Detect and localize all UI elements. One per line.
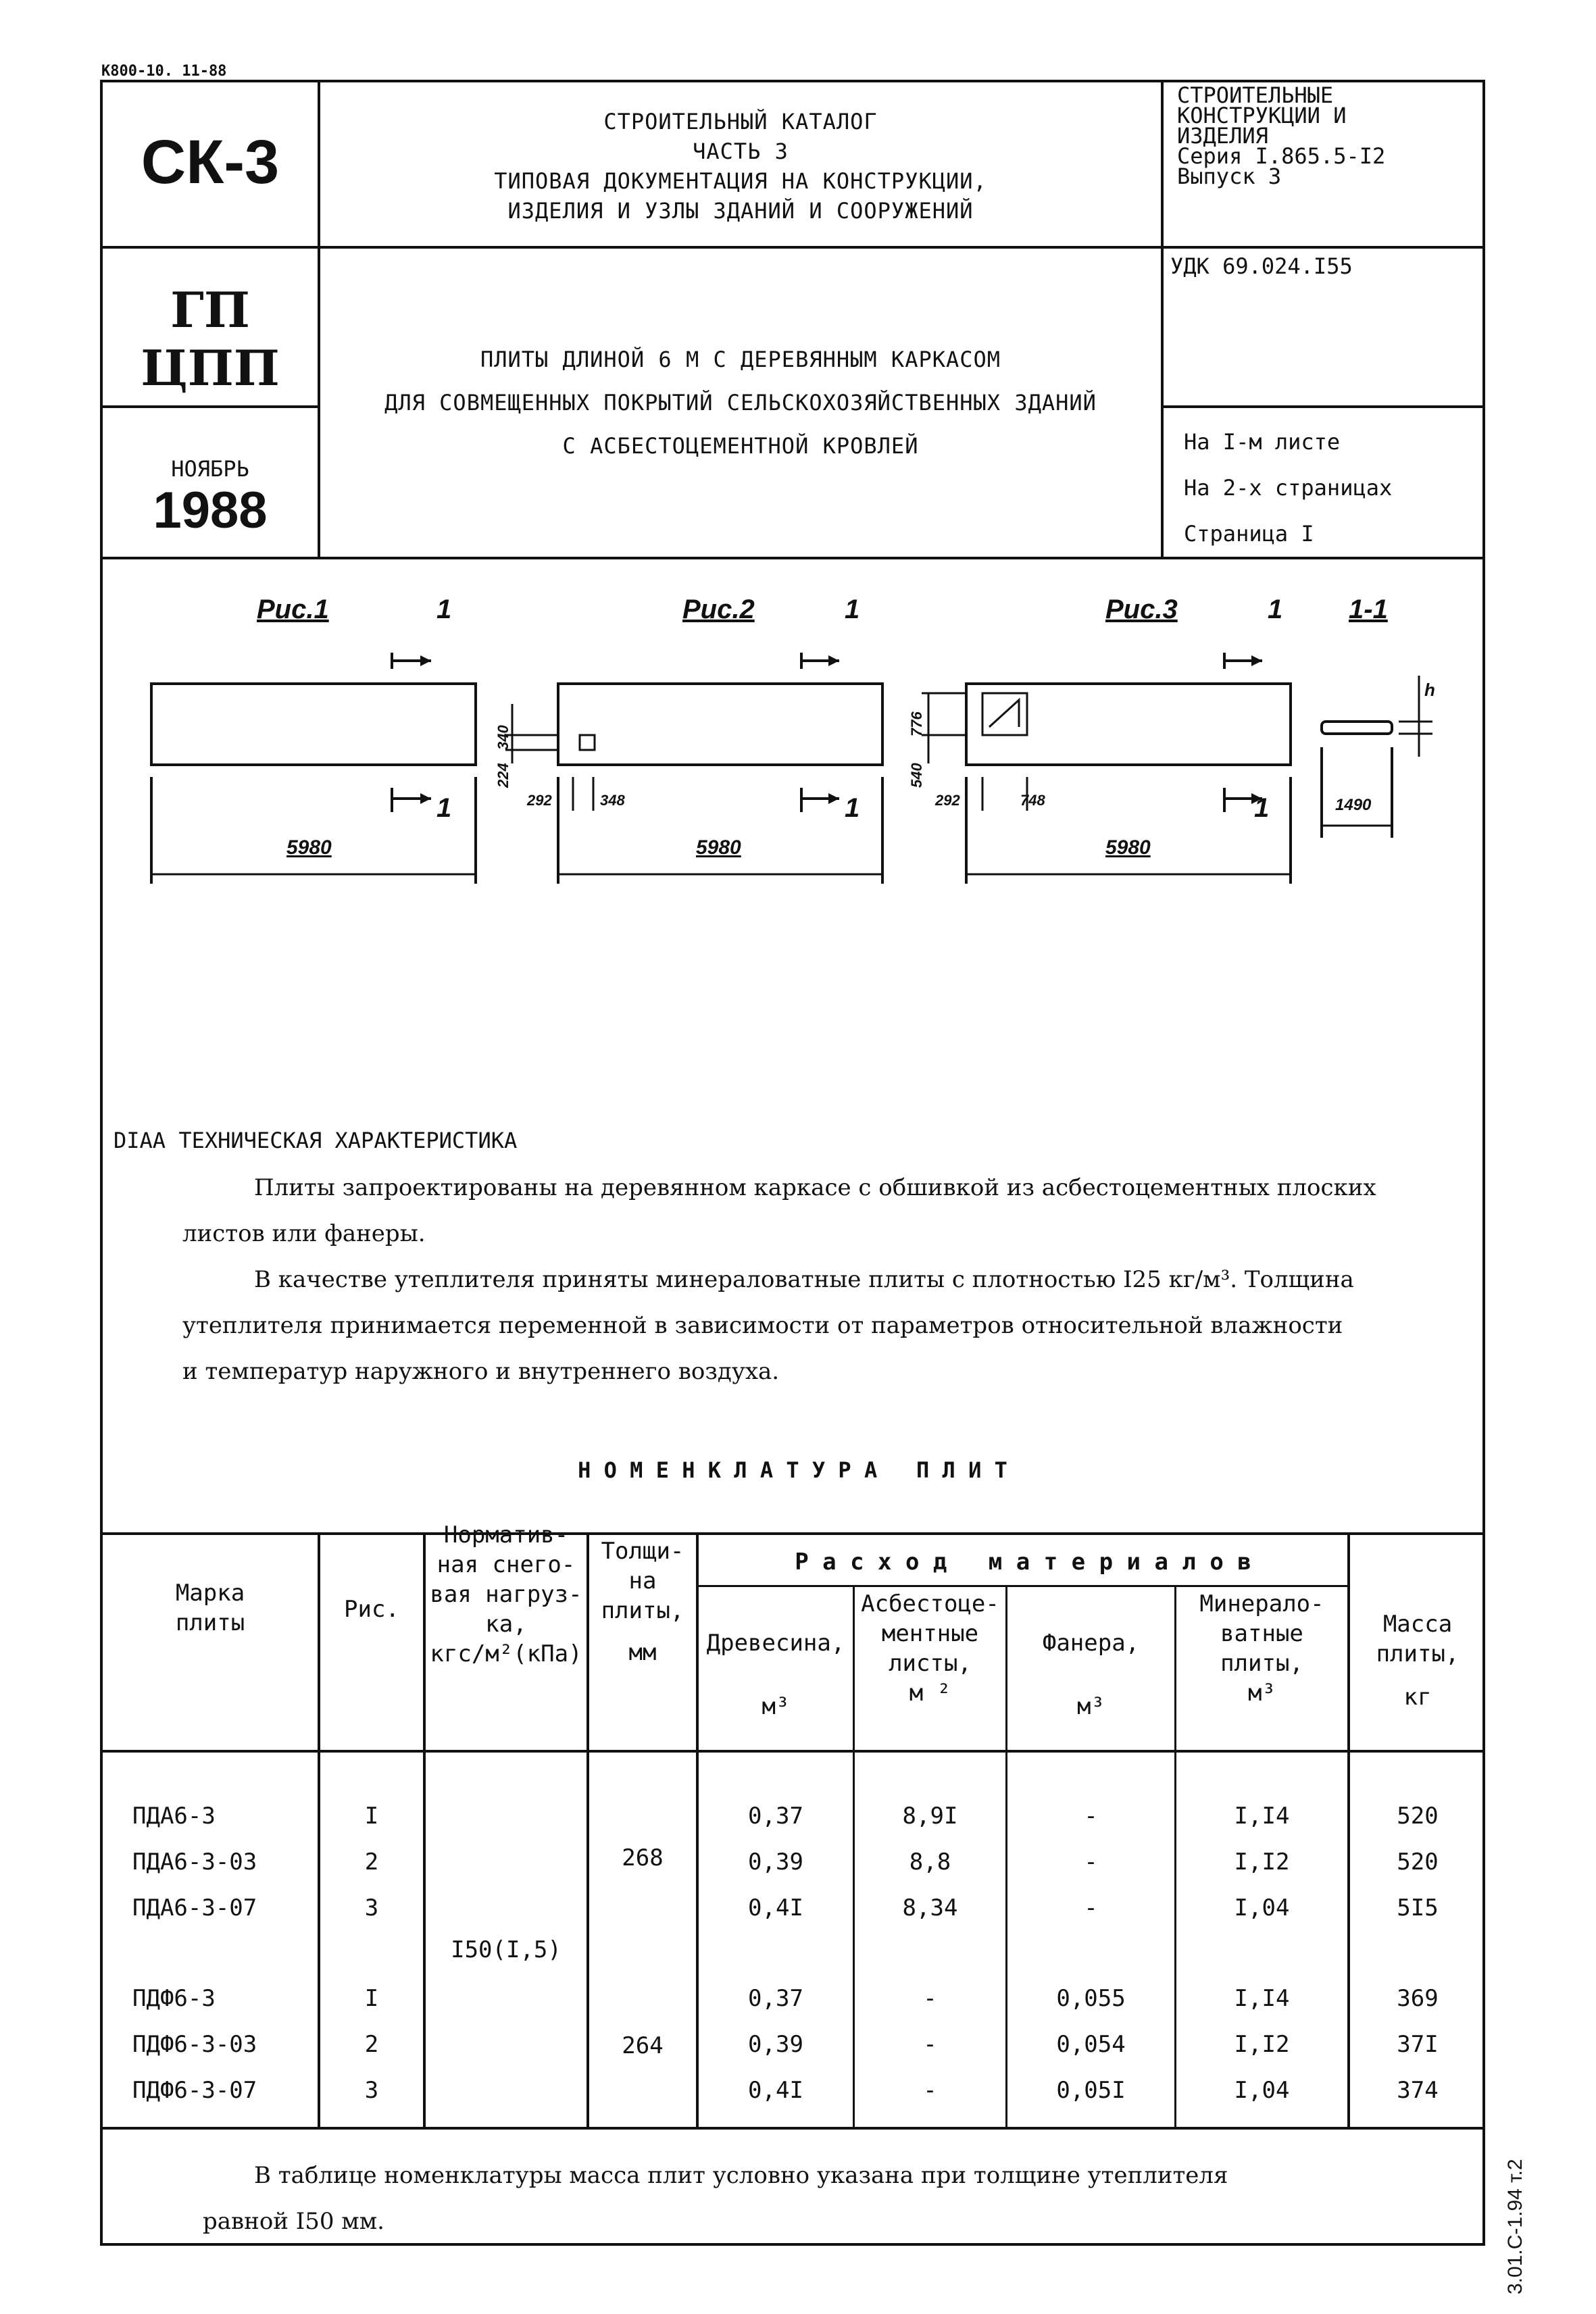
fig2-label: Рис.2 [682,595,755,624]
load-value: I50(I,5) [451,1936,562,1963]
document-title [320,338,1161,468]
cell-mass: 520 [1397,1848,1439,1876]
cell-mass: 374 [1397,2077,1439,2104]
header-text: мм [628,1639,657,1666]
section-label: 1-1 [1349,595,1388,624]
tech-paragraph-2a: В качестве утеплителя приняты минераловатные плиты с плотностью I25 кг/м³. Толщина [254,1266,1354,1293]
cell-asb: 8,8 [909,1848,951,1876]
fig3-label: Рис.3 [1105,595,1178,624]
header-rule-bottom [100,557,1485,559]
header-mass [1350,1609,1485,1712]
fig3-section-mark-bottom: 1 [1254,793,1270,823]
header-text: м³ [1077,1693,1105,1720]
tech-paragraph-2c: и температур наружного и внутреннего воздуха. [182,1358,780,1385]
fig2-section-mark-bottom: 1 [845,793,860,823]
header-text: листы, [889,1650,972,1677]
cell-min: I,I2 [1234,2031,1290,2058]
group-header-rule [697,1585,1349,1587]
header-text: кгс/м²(кПа) [430,1640,582,1667]
header-asbestos [855,1589,1005,1708]
issue-date [103,454,318,538]
cell-ply: 0,05I [1056,2077,1126,2104]
cell-wood: 0,39 [748,2031,803,2058]
side-document-code: 3.01.С-1.94 т.2 [1504,2159,1526,2294]
header-rule-1 [100,246,1485,249]
cell-asb: - [923,2077,937,2104]
tech-paragraph-2b: утеплителя принимается переменной в зависимости от параметров относительной влажности [182,1312,1343,1339]
section-height: h [1424,680,1435,700]
header-text: Масса [1382,1611,1453,1638]
header-rule-2 [100,405,318,408]
fig3-dim-b: 540 [908,763,925,788]
udk-code: УДК 69.024.I55 [1170,253,1353,279]
thickness-group-b: 264 [622,2032,664,2059]
cell-wood: 0,37 [748,1985,803,2012]
fig1-section-mark: 1 [437,595,452,624]
fig1-length: 5980 [286,836,332,859]
header-text: Фанера, [1042,1630,1140,1657]
print-stamp: К800-10. 11-88 [101,63,227,80]
tech-paragraph-1b: листов или фанеры. [182,1220,426,1247]
thickness-group-a: 268 [622,1844,664,1871]
fig1-section-mark-bottom: 1 [437,793,452,823]
cell-ply: - [1084,1848,1098,1876]
cell-min: I,I2 [1234,1848,1290,1876]
table-title: Н О М Е Н К Л А Т У Р А П Л И Т [578,1457,1007,1483]
table-note-a: В таблице номенклатуры масса плит условно указана при толщине утеплителя [254,2162,1228,2189]
fig3-dim-d: 748 [1020,792,1045,809]
header-text: Минерало- [1199,1590,1324,1617]
header-divider-right [1161,80,1164,557]
section-width: 1490 [1335,796,1372,814]
header-text: м³ [762,1693,790,1720]
catalog-line: ЧАСТЬ 3 [693,139,789,164]
catalog-line: ИЗДЕЛИЯ И УЗЛЫ ЗДАНИЙ И СООРУЖЕНИЙ [507,198,974,224]
fig2-dim-d: 348 [600,792,625,809]
header-mineral [1176,1589,1347,1708]
slab-outline-fig3 [966,684,1291,765]
header-text: плиты, [1376,1640,1460,1667]
header-text: ка, [485,1611,527,1638]
cell-mark: ПДФ6-3-07 [132,2077,257,2104]
series-line: СТРОИТЕЛЬНЫЕ [1177,82,1334,108]
cell-mark: ПДА6-3 [132,1803,216,1830]
header-text: Толщи- [601,1538,684,1565]
cell-ply: - [1084,1803,1098,1830]
cell-asb: - [923,2031,937,2058]
header-thickness [589,1536,696,1667]
catalog-line: ТИПОВАЯ ДОКУМЕНТАЦИЯ НА КОНСТРУКЦИИ, [494,168,987,194]
fig3-length: 5980 [1105,836,1151,859]
cell-wood: 0,37 [748,1803,803,1830]
table-header-rule [100,1750,1485,1753]
org-line: ЦПП [141,339,280,397]
header-text: кг [1403,1684,1432,1711]
cell-asb: 8,9I [902,1803,958,1830]
fig3-dim-a: 776 [908,711,925,736]
header-materials-group: Р а с х о д м а т е р и а л о в [795,1549,1251,1576]
table-top-rule [100,1532,1485,1535]
fig2-length: 5980 [696,836,741,859]
page-count: На 2-х страницах [1184,475,1393,501]
header-text: вая нагруз- [430,1581,582,1608]
header-text: Марка [175,1580,245,1607]
cell-min: I,I4 [1234,1803,1290,1830]
issue-month: НОЯБРЬ [171,456,249,482]
sheet-count: На I-м листе [1184,429,1341,455]
series-line: Серия I.865.5-I2 [1177,143,1386,169]
series-line: Выпуск 3 [1177,164,1282,189]
cell-ply: 0,055 [1056,1985,1126,2012]
header-text: на [628,1567,657,1594]
page-number: Страница I [1184,521,1314,547]
header-text: ная снего- [437,1551,576,1578]
cell-mark: ПДА6-3-03 [132,1848,257,1876]
cell-fig: 2 [364,1848,379,1876]
cell-wood: 0,4I [748,1894,803,1921]
catalog-line: СТРОИТЕЛЬНЫЙ КАТАЛОГ [603,109,878,134]
table-bottom-rule [100,2127,1485,2130]
cell-asb: - [923,1985,937,2012]
series-line: ИЗДЕЛИЯ [1177,123,1268,149]
header-text: м³ [1248,1680,1276,1707]
title-line: ДЛЯ СОВМЕЩЕННЫХ ПОКРЫТИЙ СЕЛЬСКОХОЗЯЙСТВЕННЫХ ЗДАНИЙ [384,390,1097,416]
fig3-section-mark: 1 [1268,595,1283,624]
slab-outline-fig2 [558,684,882,765]
cell-min: I,04 [1234,1894,1290,1921]
catalog-title [320,107,1161,226]
header-mark [103,1578,318,1638]
cell-min: I,04 [1234,2077,1290,2104]
series-info [1177,82,1481,189]
cell-fig: I [364,1803,379,1830]
cell-mark: ПДА6-3-07 [132,1894,257,1921]
void-opening-fig2 [580,735,595,750]
section-outline [1322,722,1392,734]
fig2-section-mark: 1 [845,595,860,624]
header-wood [699,1628,853,1721]
header-load [426,1520,587,1669]
cell-ply: - [1084,1894,1098,1921]
header-text: плиты, [1220,1650,1303,1677]
cell-fig: I [364,1985,379,2012]
fig2-dim-b: 224 [495,763,512,788]
title-line: С АСБЕСТОЦЕМЕНТНОЙ КРОВЛЕЙ [562,433,919,459]
header-text: Асбестоце- [861,1590,999,1617]
fig2-dim-c: 292 [527,792,552,809]
fig3-dim-c: 292 [935,792,960,809]
tech-paragraph-1: Плиты запроектированы на деревянном каркасе с обшивкой из асбестоцементных плоских [254,1174,1376,1201]
header-text: Норматив- [443,1521,569,1549]
header-rule-3 [1161,405,1485,408]
sheet-info [1184,419,1392,557]
header-text: плиты [175,1609,245,1636]
cell-fig: 2 [364,2031,379,2058]
header-plywood [1007,1628,1174,1721]
table-note-b: равной I50 мм. [203,2208,384,2235]
fig2-dim-a: 340 [495,725,512,750]
cell-asb: 8,34 [902,1894,958,1921]
cell-mass: 37I [1397,2031,1439,2058]
cell-mass: 369 [1397,1985,1439,2012]
cell-fig: 3 [364,1894,379,1921]
cell-mark: ПДФ6-3-03 [132,2031,257,2058]
issue-year: 1988 [153,482,268,539]
slab-outline-fig1 [151,684,476,765]
cell-ply: 0,054 [1056,2031,1126,2058]
cell-wood: 0,39 [748,1848,803,1876]
tech-heading: DIAA ТЕХНИЧЕСКАЯ ХАРАКТЕРИСТИКА [114,1128,518,1153]
catalog-code: СК-3 [141,128,280,197]
header-text: ватные [1220,1620,1303,1647]
header-text: плиты, [601,1597,684,1624]
header-figure: Рис. [344,1596,399,1623]
fig1-label: Рис.1 [257,595,329,624]
header-text: ментные [881,1620,979,1647]
header-text: м ² [909,1680,951,1707]
cell-mass: 520 [1397,1803,1439,1830]
org-line: ГП [170,281,250,338]
organization [103,281,318,397]
cell-wood: 0,4I [748,2077,803,2104]
cell-fig: 3 [364,2077,379,2104]
cell-min: I,I4 [1234,1985,1290,2012]
series-line: КОНСТРУКЦИИ И [1177,103,1347,128]
title-line: ПЛИТЫ ДЛИНОЙ 6 М С ДЕРЕВЯННЫМ КАРКАСОМ [480,347,1001,372]
header-text: Древесина, [706,1630,845,1657]
cell-mark: ПДФ6-3 [132,1985,216,2012]
cell-mass: 5I5 [1397,1894,1439,1921]
